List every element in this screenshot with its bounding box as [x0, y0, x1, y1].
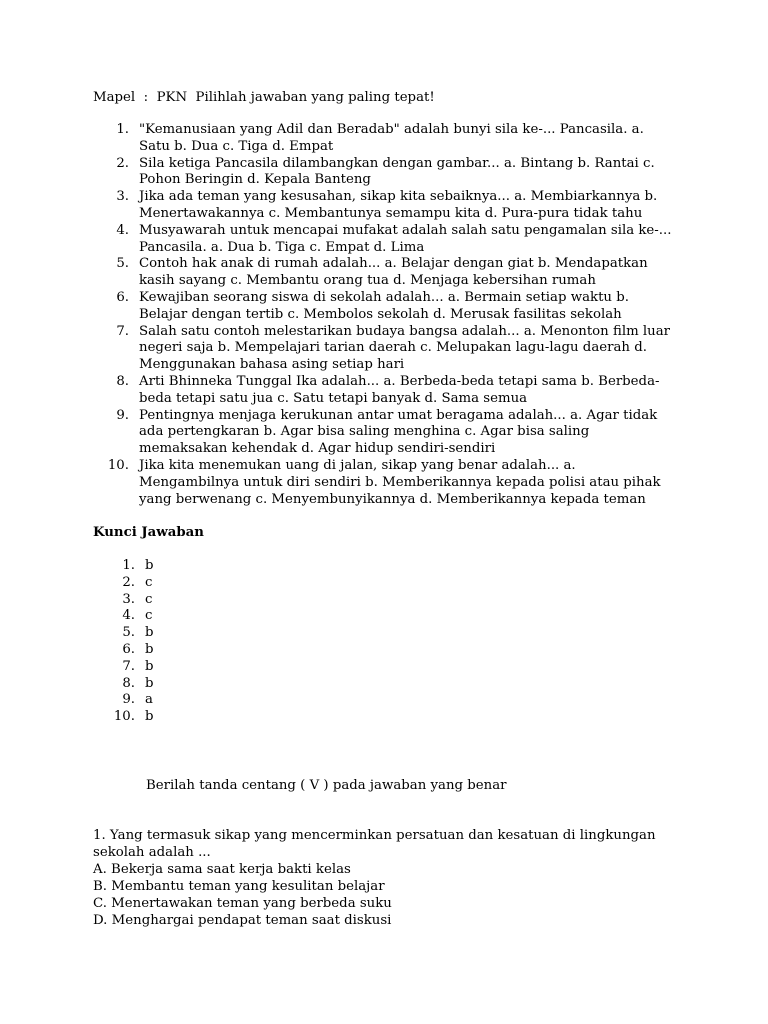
answer-number: 4.	[122, 608, 135, 624]
question-text: Sila ketiga Pancasila dilambangkan dengan gambar... a. Bintang b. Rantai c. Pohon Beringin d. Kepala Banteng	[139, 155, 655, 188]
question-text: Musyawarah untuk mencapai mufakat adalah salah satu pengamalan sila ke-... Pancasila. a. Dua b. Tiga c. Empat d. Lima	[139, 222, 672, 255]
answer-item	[93, 709, 293, 726]
question-list	[93, 122, 677, 508]
answer-value: b	[145, 658, 154, 674]
answer-number: 10.	[113, 709, 135, 725]
answer-number: 7.	[122, 658, 135, 674]
question-item	[93, 458, 677, 508]
answer-item	[93, 642, 293, 659]
question-item	[93, 374, 677, 408]
question-text: "Kemanusiaan yang Adil dan Beradab" adalah bunyi sila ke-... Pancasila. a. Satu b. Dua c. Tiga d. Empat	[139, 122, 644, 154]
answer-value: c	[145, 574, 153, 590]
question-number: 9.	[116, 407, 129, 423]
task-option: C. Menertawakan teman yang berbeda suku	[93, 896, 392, 911]
question-item	[93, 324, 677, 374]
task-option: A. Bekerja sama saat kerja bakti kelas	[93, 862, 351, 877]
question-item	[93, 156, 677, 190]
answer-item	[93, 608, 293, 625]
answer-item	[93, 592, 293, 609]
question-text: Arti Bhinneka Tunggal Ika adalah... a. Berbeda-beda tetapi sama b. Berbeda-beda tetapi satu jua c. Satu tetapi banyak d. Sama semua	[139, 373, 660, 406]
answer-number: 9.	[122, 692, 135, 708]
answer-value: b	[145, 709, 154, 725]
question-item	[93, 290, 677, 324]
question-text: Pentingnya menjaga kerukunan antar umat beragama adalah... a. Agar tidak ada pertengkaran b. Agar bisa saling menghina c. Agar bisa saling memaksakan kehendak d. Agar hidup sendiri-sendiri	[139, 407, 658, 457]
question-number: 8.	[116, 373, 129, 389]
answer-number: 5.	[122, 625, 135, 641]
question-text: Jika ada teman yang kesusahan, sikap kita sebaiknya... a. Membiarkannya b. Menertawakannya c. Membantunya semampu kita d. Pura-pura tidak tahu	[139, 189, 658, 221]
answer-item	[93, 692, 293, 709]
answer-item	[93, 558, 293, 575]
question-text: Salah satu contoh melestarikan budaya bangsa adalah... a. Menonton film luar negeri saja b. Mempelajari tarian daerah c. Melupakan lagu-lagu daerah d. Menggunakan bahasa asing setiap hari	[139, 323, 671, 373]
subject-intro: Mapel : PKN Pilihlah jawaban yang paling tepat!	[93, 90, 435, 105]
question-item	[93, 408, 677, 458]
answer-number: 1.	[122, 558, 135, 573]
question-number: 1.	[116, 122, 129, 137]
question-item	[93, 189, 677, 223]
answer-value: c	[145, 608, 153, 624]
answer-item	[93, 575, 293, 592]
task-question: 1. Yang termasuk sikap yang mencerminkan persatuan dan kesatuan di lingkungan sekolah adalah ...	[93, 828, 656, 860]
question-number: 3.	[116, 189, 129, 205]
answer-value: b	[145, 641, 154, 657]
answer-number: 6.	[122, 641, 135, 657]
task-option: B. Membantu teman yang kesulitan belajar	[93, 879, 385, 894]
answer-number: 2.	[122, 574, 135, 590]
question-item	[93, 223, 677, 257]
checkmark-task	[93, 827, 683, 929]
question-number: 4.	[116, 222, 129, 238]
question-number: 10.	[107, 457, 129, 473]
answer-item	[93, 676, 293, 693]
answer-item	[93, 659, 293, 676]
answer-number: 3.	[122, 591, 135, 607]
question-number: 7.	[116, 323, 129, 339]
task-option: D. Menghargai pendapat teman saat diskusi	[93, 913, 392, 928]
question-number: 6.	[116, 289, 129, 305]
question-item	[93, 256, 677, 290]
question-text: Jika kita menemukan uang di jalan, sikap yang benar adalah... a. Mengambilnya untuk diri sendiri b. Memberikannya kepada polisi atau pihak yang berwenang c. Menyembunyikannya d. Memberikannya kepada teman	[139, 457, 661, 507]
checkmark-instruction: Berilah tanda centang ( V ) pada jawaban yang benar	[146, 778, 507, 793]
answer-value: b	[145, 558, 154, 573]
answer-number: 8.	[122, 675, 135, 691]
question-number: 2.	[116, 155, 129, 171]
answer-value: b	[145, 625, 154, 641]
answer-item	[93, 625, 293, 642]
question-text: Contoh hak anak di rumah adalah... a. Belajar dengan giat b. Mendapatkan kasih sayang c. Membantu orang tua d. Menjaga kebersihan rumah	[139, 256, 648, 289]
answer-value: c	[145, 591, 153, 607]
question-text: Kewajiban seorang siswa di sekolah adalah... a. Bermain setiap waktu b. Belajar dengan tertib c. Membolos sekolah d. Merusak fasilitas sekolah	[139, 289, 629, 322]
answer-key-heading: Kunci Jawaban	[93, 525, 204, 540]
answer-value: a	[145, 692, 153, 708]
answer-value: b	[145, 675, 154, 691]
answer-key-list	[93, 558, 293, 726]
question-number: 5.	[116, 256, 129, 272]
question-item	[93, 122, 677, 156]
